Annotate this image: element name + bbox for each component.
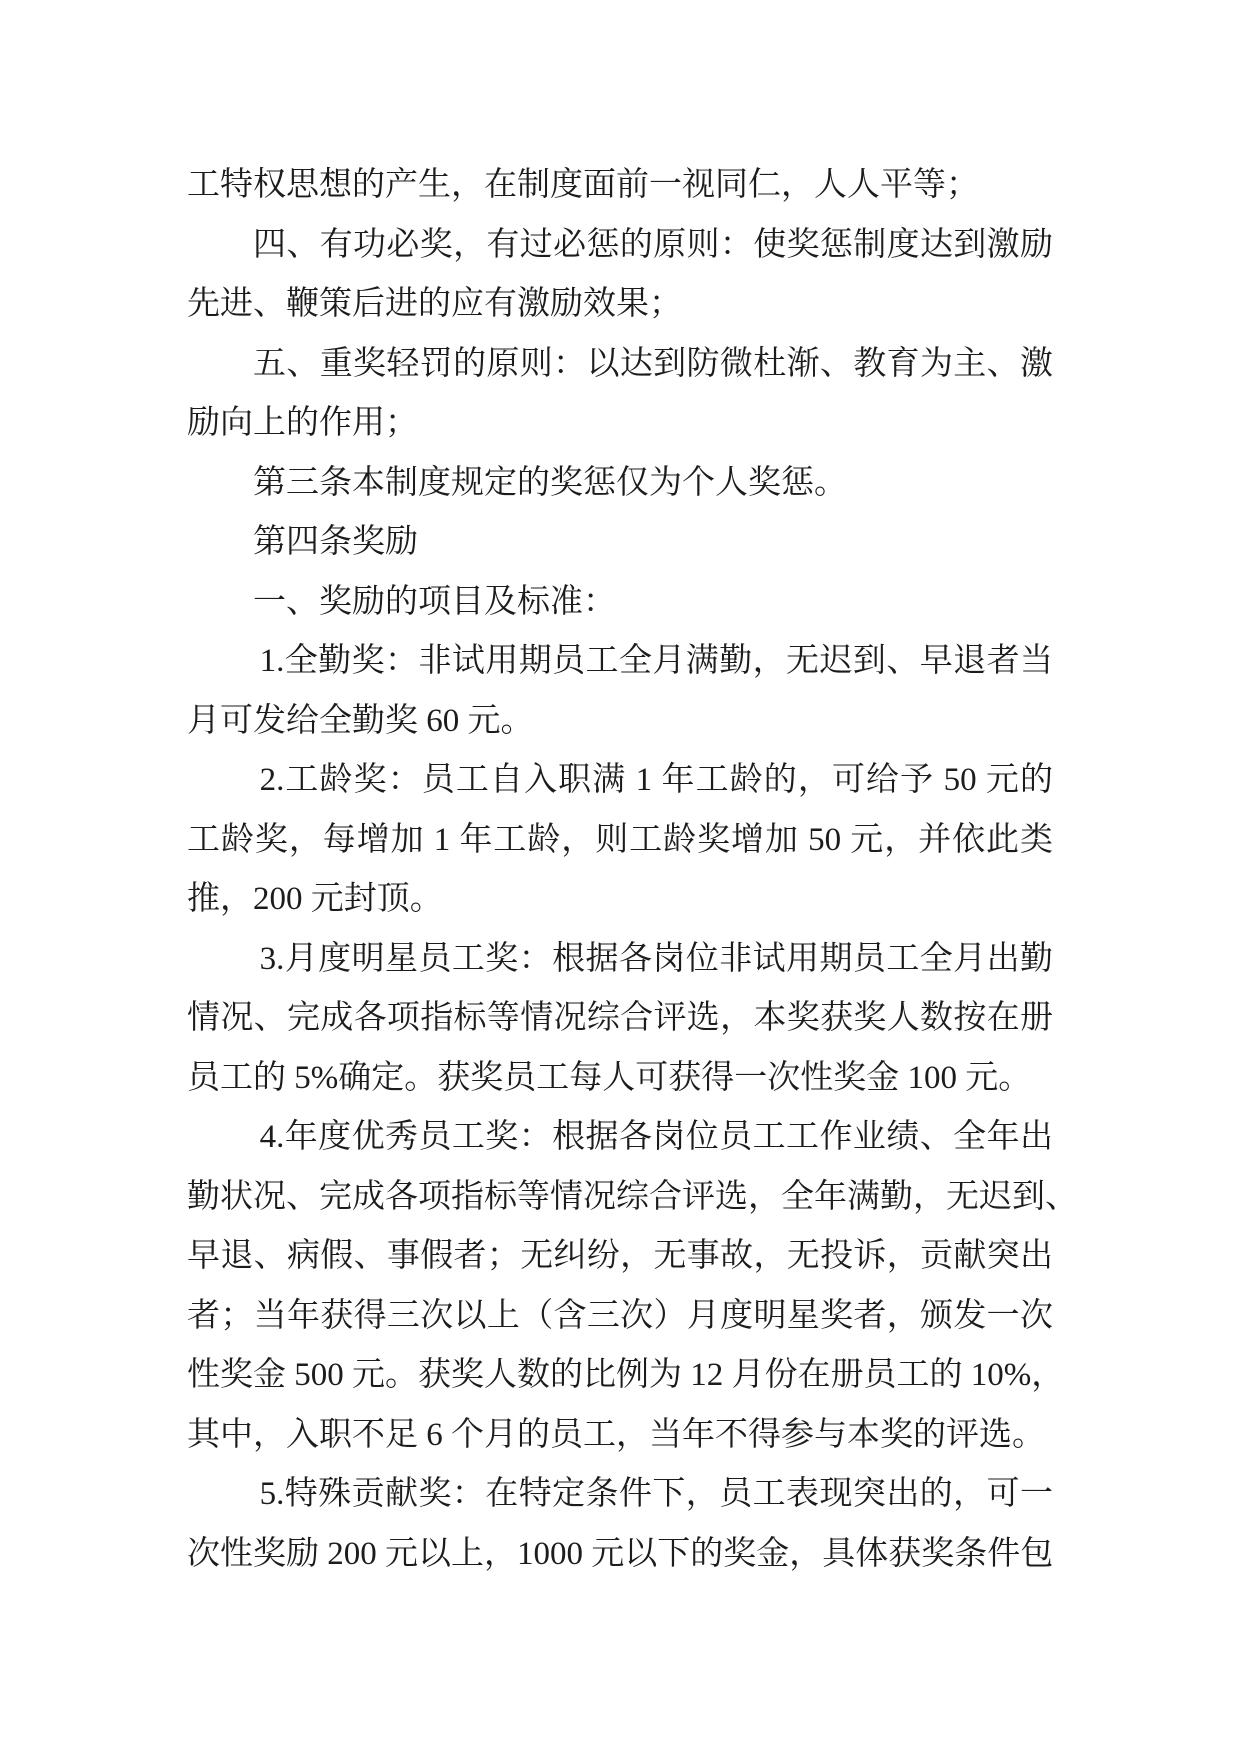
text-line: 励向上的作用； bbox=[187, 405, 418, 441]
text-line: 月可发给全勤奖 60 元。 bbox=[187, 702, 534, 739]
paragraph bbox=[187, 513, 1053, 573]
text-line: 1.全勤奖：非试用期员工全月满勤，无迟到、早退者当 bbox=[259, 643, 1053, 679]
paragraph bbox=[187, 1108, 1078, 1465]
text-line: 第三条本制度规定的奖惩仅为个人奖惩。 bbox=[253, 464, 847, 501]
text-line: 先进、鞭策后进的应有激励效果； bbox=[187, 286, 682, 322]
text-line: 工龄奖，每增加 1 年工龄，则工龄奖增加 50 元，并依此类 bbox=[187, 821, 1053, 858]
document-body bbox=[187, 156, 1078, 1584]
text-line: 员工的 5%确定。获奖员工每人可获得一次性奖金 100 元。 bbox=[187, 1059, 1032, 1096]
paragraph bbox=[187, 454, 1053, 514]
text-line: 推，200 元封顶。 bbox=[187, 881, 443, 917]
paragraph bbox=[187, 216, 1053, 335]
paragraph bbox=[187, 632, 1053, 751]
text-line: 者；当年获得三次以上（含三次）月度明星奖者，颁发一次 bbox=[187, 1297, 1053, 1334]
text-line: 次性奖励 200 元以上，1000 元以下的奖金，具体获奖条件包 bbox=[187, 1535, 1054, 1572]
text-line: 工特权思想的产生，在制度面前一视同仁，人人平等； bbox=[187, 167, 979, 203]
text-line: 2.工龄奖：员工自入职满 1 年工龄的，可给予 50 元的 bbox=[259, 762, 1053, 798]
text-line: 5.特殊贡献奖：在特定条件下，员工表现突出的，可一 bbox=[259, 1476, 1053, 1512]
text-line: 四、有功必奖，有过必惩的原则：使奖惩制度达到激励 bbox=[253, 226, 1053, 263]
text-line: 3.月度明星员工奖：根据各岗位非试用期员工全月出勤 bbox=[259, 940, 1053, 977]
paragraph bbox=[187, 573, 1053, 633]
paragraph bbox=[187, 335, 1053, 454]
text-line: 情况、完成各项指标等情况综合评选，本奖获奖人数按在册 bbox=[187, 1000, 1053, 1036]
paragraph bbox=[187, 751, 1053, 930]
paragraph bbox=[187, 156, 1053, 216]
text-line: 早退、病假、事假者；无纠纷，无事故，无投诉，贡献突出 bbox=[187, 1238, 1053, 1274]
text-line: 4.年度优秀员工奖：根据各岗位员工工作业绩、全年出 bbox=[259, 1119, 1053, 1155]
text-line: 第四条奖励 bbox=[253, 524, 418, 560]
text-line: 性奖金 500 元。获奖人数的比例为 12 月份在册员工的 10%， bbox=[187, 1357, 1065, 1393]
text-line: 勤状况、完成各项指标等情况综合评选，全年满勤，无迟到、 bbox=[187, 1178, 1078, 1215]
paragraph bbox=[187, 930, 1053, 1109]
text-line: 五、重奖轻罚的原则：以达到防微杜渐、教育为主、激 bbox=[253, 345, 1053, 382]
paragraph bbox=[187, 1465, 1053, 1584]
text-line: 其中，入职不足 6 个月的员工，当年不得参与本奖的评选。 bbox=[187, 1416, 1045, 1453]
text-line: 一、奖励的项目及标准： bbox=[253, 583, 616, 620]
